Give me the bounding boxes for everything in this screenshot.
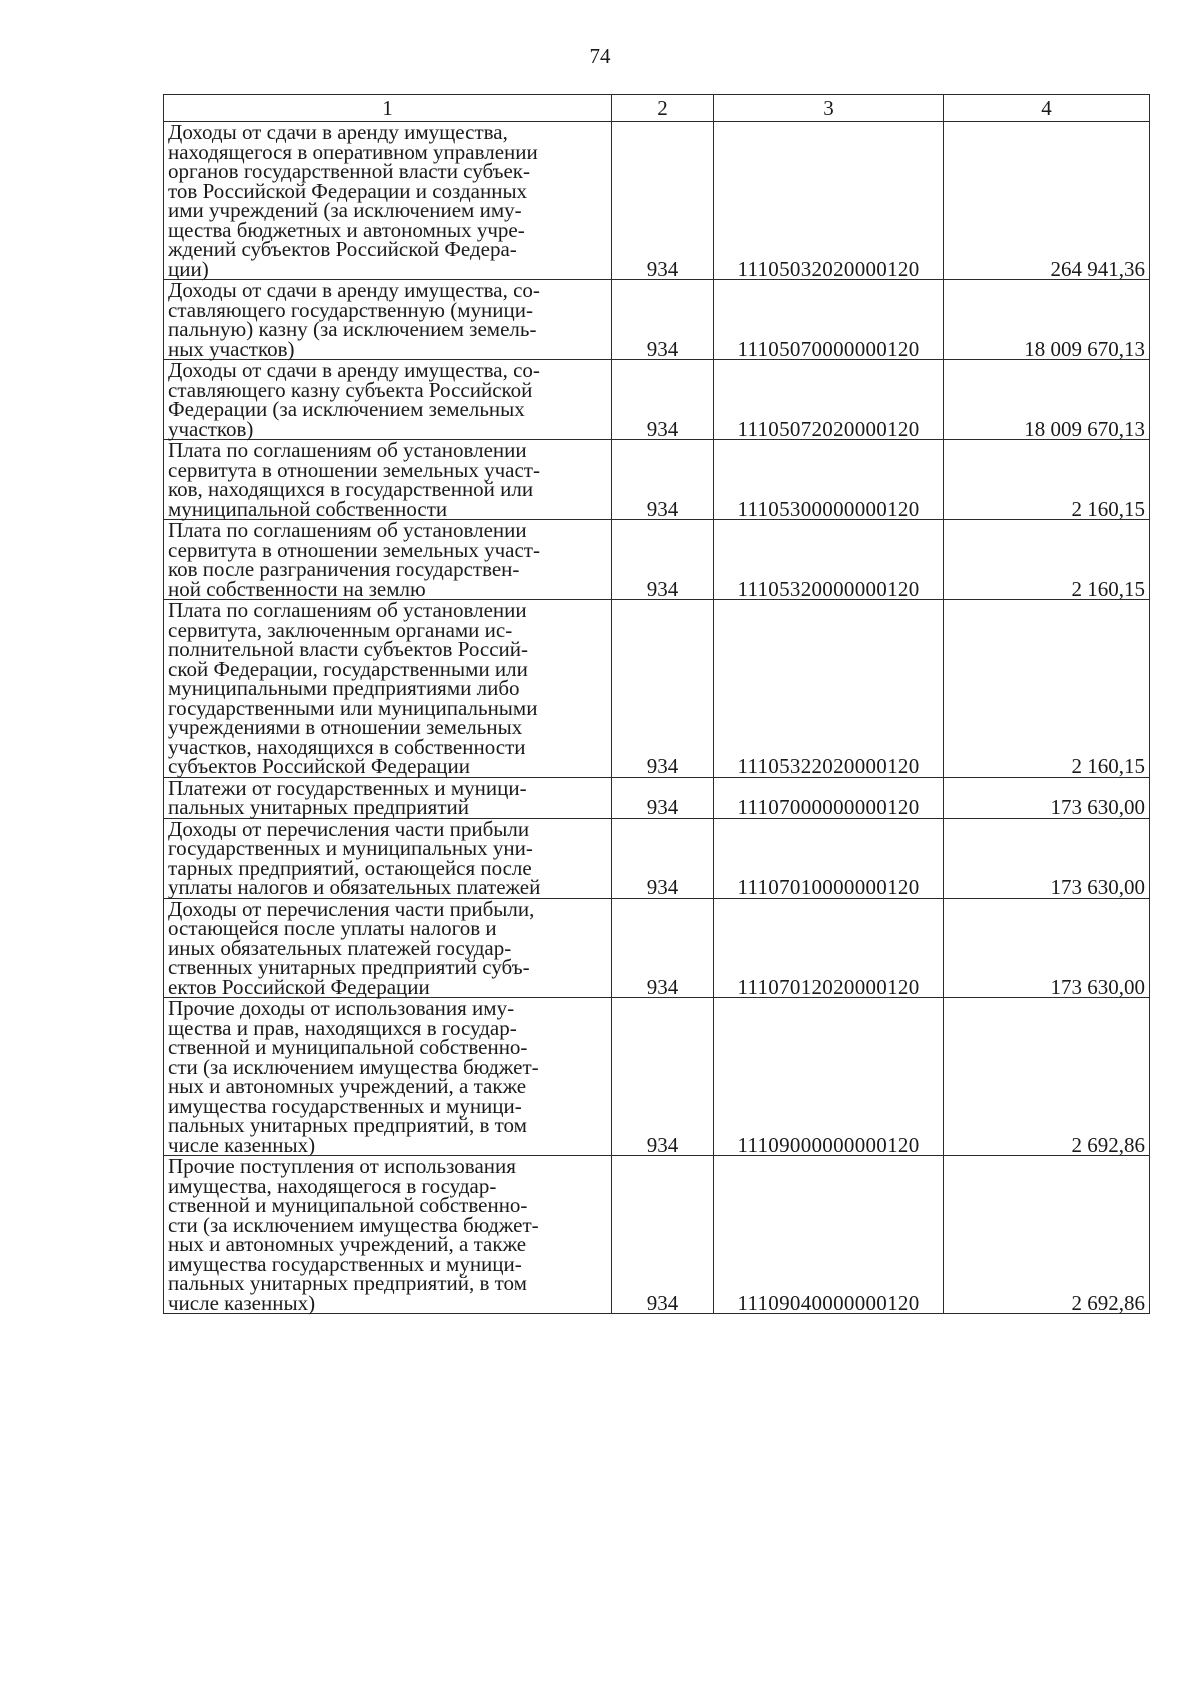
administrator-code: 934 [612, 1156, 714, 1314]
description-line: субъектов Российской Федерации [168, 754, 471, 778]
description-line: участков) [168, 416, 254, 441]
administrator-code: 934 [612, 998, 714, 1156]
description-line: Плата по соглашениям об установлении [168, 518, 527, 542]
description-line: Доходы от сдачи в аренду имущества, со- [168, 278, 540, 302]
table-row [164, 818, 1150, 898]
revenue-description [164, 898, 612, 998]
description-line: иных обязательных платежей государ- [168, 935, 512, 960]
description-line: государственными или муниципальными [168, 695, 538, 720]
amount-value: 2 160,15 [944, 440, 1150, 520]
table-row [164, 1156, 1150, 1314]
column-header-3: 3 [714, 95, 944, 122]
table-row [164, 520, 1150, 600]
description-line: ной собственности на землю [168, 576, 426, 601]
description-line: ской Федерации, государственными или [168, 656, 528, 681]
description-line: имущества государственных и муници- [168, 1251, 522, 1276]
table-body [164, 122, 1150, 1314]
description-line: Доходы от перечисления части прибыли [168, 816, 530, 841]
description-line: сервитута в отношении земельных участ- [168, 457, 540, 482]
description-line: остающейся после уплаты налогов и [168, 916, 497, 940]
description-line: сервитута в отношении земельных участ- [168, 537, 540, 562]
description-line: имущества государственных и муници- [168, 1093, 522, 1118]
administrator-code: 934 [612, 280, 714, 360]
revenue-description [164, 520, 612, 600]
table-row [164, 898, 1150, 998]
budget-classification-code: 11105300000000120 [714, 440, 944, 520]
revenue-description [164, 360, 612, 440]
budget-classification-code: 11107010000000120 [714, 818, 944, 898]
table-row [164, 440, 1150, 520]
description-line: уплаты налогов и обязательных платежей [168, 875, 541, 899]
description-line: тов Российской Федерации и созданных [168, 178, 528, 203]
description-line: Прочие поступления от использования [168, 1154, 516, 1178]
amount-value: 2 160,15 [944, 600, 1150, 778]
table-row [164, 360, 1150, 440]
budget-classification-code: 11109000000000120 [714, 998, 944, 1156]
description-line: числе казенных) [168, 1290, 316, 1315]
column-header-4: 4 [944, 95, 1150, 122]
administrator-code: 934 [612, 777, 714, 818]
description-line: Доходы от перечисления части прибыли, [168, 896, 535, 921]
budget-classification-code: 11105070000000120 [714, 280, 944, 360]
description-line: Доходы от сдачи в аренду имущества, со- [168, 358, 540, 382]
description-line: тарных предприятий, остающейся после [168, 855, 532, 880]
description-line: Плата по соглашениям об установлении [168, 438, 527, 462]
description-line: сти (за исключением имущества бюджет- [168, 1054, 539, 1079]
revenue-table [163, 94, 1150, 1314]
description-line: муниципальной собственности [168, 496, 448, 521]
description-line: Плата по соглашениям об установлении [168, 598, 527, 622]
administrator-code: 934 [612, 122, 714, 280]
description-line: ждений субъектов Российской Федера- [168, 237, 517, 261]
description-line: ставляющего государственную (муници- [168, 297, 533, 322]
administrator-code: 934 [612, 600, 714, 778]
description-line: государственных и муниципальных уни- [168, 836, 533, 860]
revenue-description [164, 280, 612, 360]
amount-value: 18 009 670,13 [944, 360, 1150, 440]
revenue-description [164, 122, 612, 280]
amount-value: 2 160,15 [944, 520, 1150, 600]
description-line: Прочие доходы от использования иму- [168, 996, 515, 1020]
amount-value: 18 009 670,13 [944, 280, 1150, 360]
description-line: пальных унитарных предприятий, в том [168, 1271, 527, 1295]
description-line: числе казенных) [168, 1132, 316, 1157]
table-row [164, 777, 1150, 818]
description-line: муниципальными предприятиями либо [168, 676, 520, 700]
description-line: ков после разграничения государствен- [168, 557, 520, 581]
revenue-description [164, 777, 612, 818]
description-line: ных участков) [168, 336, 295, 361]
table-row [164, 122, 1150, 280]
description-line: Платежи от государственных и муници- [168, 775, 527, 800]
description-line: пальную) казну (за исключением земель- [168, 317, 537, 341]
description-line: ставляющего казну субъекта Российской [168, 377, 533, 402]
revenue-description [164, 440, 612, 520]
column-header-1: 1 [164, 95, 612, 122]
amount-value: 173 630,00 [944, 818, 1150, 898]
column-header-2: 2 [612, 95, 714, 122]
description-line: щества и прав, находящихся в государ- [168, 1015, 517, 1040]
administrator-code: 934 [612, 520, 714, 600]
table-row [164, 998, 1150, 1156]
description-line: пальных унитарных предприятий [168, 795, 469, 819]
amount-value: 2 692,86 [944, 1156, 1150, 1314]
description-line: имущества, находящегося в государ- [168, 1173, 497, 1198]
administrator-code: 934 [612, 360, 714, 440]
budget-classification-code: 11105032020000120 [714, 122, 944, 280]
description-line: Доходы от сдачи в аренду имущества, [168, 120, 508, 144]
budget-classification-code: 11105322020000120 [714, 600, 944, 778]
budget-classification-code: 11107000000000120 [714, 777, 944, 818]
description-line: сти (за исключением имущества бюджет- [168, 1212, 539, 1237]
administrator-code: 934 [612, 898, 714, 998]
page-number: 74 [589, 44, 611, 68]
description-line: ими учреждений (за исключением иму- [168, 198, 522, 222]
revenue-description [164, 998, 612, 1156]
table-row [164, 600, 1150, 778]
description-line: пальных унитарных предприятий, в том [168, 1113, 527, 1137]
revenue-description [164, 818, 612, 898]
description-line: учреждениями в отношении земельных [168, 715, 523, 739]
description-line: ственной и муниципальной собственно- [168, 1035, 528, 1059]
description-line: ных и автономных учреждений, а также [168, 1074, 527, 1098]
amount-value: 2 692,86 [944, 998, 1150, 1156]
description-line: ции) [168, 256, 209, 281]
revenue-description [164, 600, 612, 778]
budget-classification-code: 11109040000000120 [714, 1156, 944, 1314]
table-header-row [164, 95, 1150, 122]
description-line: ектов Российской Федерации [168, 974, 430, 999]
description-line: органов государственной власти субъек- [168, 159, 530, 183]
revenue-description [164, 1156, 612, 1314]
description-line: ственных унитарных предприятий субъ- [168, 955, 530, 979]
description-line: щества бюджетных и автономных учре- [168, 217, 525, 242]
description-line: находящегося в оперативном управлении [168, 139, 538, 164]
amount-value: 173 630,00 [944, 898, 1150, 998]
amount-value: 173 630,00 [944, 777, 1150, 818]
description-line: ных и автономных учреждений, а также [168, 1232, 527, 1256]
administrator-code: 934 [612, 440, 714, 520]
budget-classification-code: 11105072020000120 [714, 360, 944, 440]
description-line: Федерации (за исключением земельных [168, 397, 525, 421]
administrator-code: 934 [612, 818, 714, 898]
description-line: ственной и муниципальной собственно- [168, 1193, 528, 1217]
budget-classification-code: 11107012020000120 [714, 898, 944, 998]
amount-value: 264 941,36 [944, 122, 1150, 280]
description-line: участков, находящихся в собственности [168, 734, 526, 759]
description-line: ков, находящихся в государственной или [168, 477, 534, 501]
table-row [164, 280, 1150, 360]
budget-classification-code: 11105320000000120 [714, 520, 944, 600]
description-line: сервитута, заключенным органами ис- [168, 617, 513, 642]
description-line: полнительной власти субъектов Россий- [168, 637, 529, 661]
